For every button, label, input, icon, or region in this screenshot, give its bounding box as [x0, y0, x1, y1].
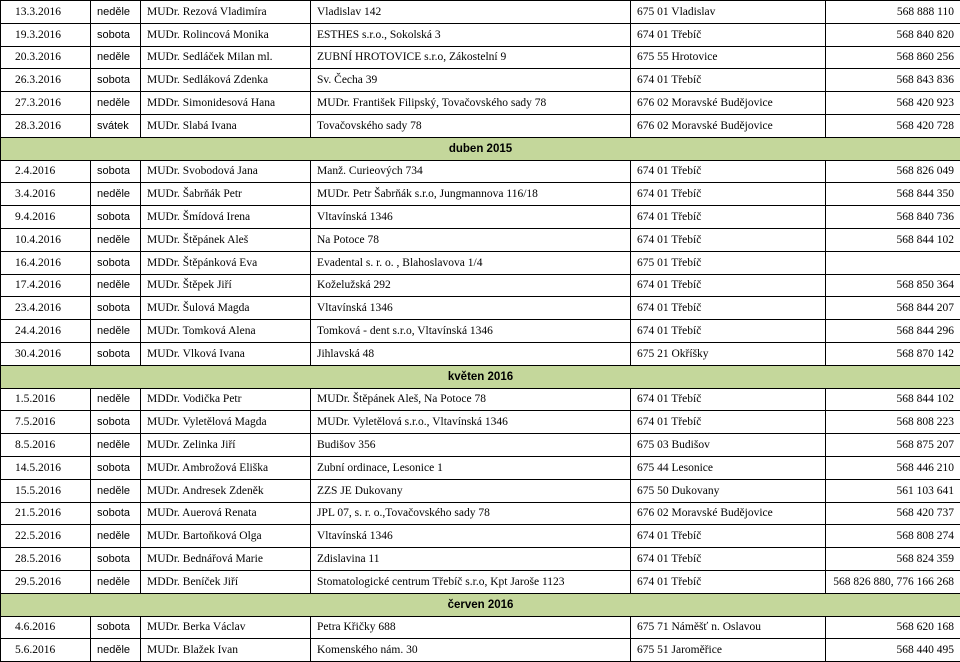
dentist-cell: MUDr. Andresek Zdeněk — [141, 479, 311, 502]
city-cell: 675 44 Lesonice — [631, 456, 826, 479]
address-cell: ZUBNÍ HROTOVICE s.r.o, Zákostelní 9 — [311, 46, 631, 69]
table-row — [1, 388, 960, 411]
date-cell: 14.5.2016 — [1, 456, 91, 479]
dentist-cell: MUDr. Auerová Renata — [141, 502, 311, 525]
table-row — [1, 251, 960, 274]
phone-cell: 568 620 168 — [826, 616, 960, 639]
day-cell: sobota — [91, 411, 141, 434]
dentist-cell: MUDr. Šmídová Irena — [141, 206, 311, 229]
day-cell: sobota — [91, 297, 141, 320]
table-row — [1, 183, 960, 206]
day-cell: sobota — [91, 502, 141, 525]
phone-cell: 568 440 495 — [826, 639, 960, 662]
date-cell: 16.4.2016 — [1, 251, 91, 274]
city-cell: 675 51 Jaroměřice — [631, 639, 826, 662]
city-cell: 674 01 Třebíč — [631, 183, 826, 206]
phone-cell: 568 860 256 — [826, 46, 960, 69]
day-cell: neděle — [91, 1, 141, 24]
table-row — [1, 160, 960, 183]
phone-cell: 568 875 207 — [826, 434, 960, 457]
phone-cell: 568 808 223 — [826, 411, 960, 434]
phone-cell: 568 420 923 — [826, 92, 960, 115]
address-cell: Jihlavská 48 — [311, 342, 631, 365]
table-row — [1, 616, 960, 639]
city-cell: 674 01 Třebíč — [631, 23, 826, 46]
address-cell: Budišov 356 — [311, 434, 631, 457]
table-row — [1, 434, 960, 457]
dentist-cell: MUDr. Vlková Ivana — [141, 342, 311, 365]
dentist-cell: MUDr. Vyletělová Magda — [141, 411, 311, 434]
day-cell: neděle — [91, 434, 141, 457]
table-row — [1, 502, 960, 525]
address-cell: ZZS JE Dukovany — [311, 479, 631, 502]
city-cell: 674 01 Třebíč — [631, 548, 826, 571]
dentist-cell: MUDr. Ambrožová Eliška — [141, 456, 311, 479]
month-header: červen 2016 — [1, 593, 960, 616]
city-cell: 674 01 Třebíč — [631, 206, 826, 229]
dentist-cell: MUDr. Zelinka Jiří — [141, 434, 311, 457]
table-row — [1, 297, 960, 320]
dentist-cell: MUDr. Sedláková Zdenka — [141, 69, 311, 92]
day-cell: neděle — [91, 46, 141, 69]
date-cell: 4.6.2016 — [1, 616, 91, 639]
address-cell: Vladislav 142 — [311, 1, 631, 24]
city-cell: 674 01 Třebíč — [631, 320, 826, 343]
city-cell: 674 01 Třebíč — [631, 570, 826, 593]
table-row — [1, 46, 960, 69]
table-row — [1, 228, 960, 251]
day-cell: sobota — [91, 23, 141, 46]
date-cell: 5.6.2016 — [1, 639, 91, 662]
date-cell: 10.4.2016 — [1, 228, 91, 251]
city-cell: 674 01 Třebíč — [631, 525, 826, 548]
city-cell: 674 01 Třebíč — [631, 411, 826, 434]
city-cell: 674 01 Třebíč — [631, 160, 826, 183]
phone-cell — [826, 251, 960, 274]
day-cell: neděle — [91, 639, 141, 662]
city-cell: 675 21 Okříšky — [631, 342, 826, 365]
date-cell: 29.5.2016 — [1, 570, 91, 593]
address-cell: Petra Křičky 688 — [311, 616, 631, 639]
day-cell: neděle — [91, 274, 141, 297]
address-cell: ESTHES s.r.o., Sokolská 3 — [311, 23, 631, 46]
schedule-body — [1, 1, 960, 662]
table-row — [1, 1, 960, 24]
address-cell: Zdislavina 11 — [311, 548, 631, 571]
table-row — [1, 23, 960, 46]
dentist-cell: MUDr. Bednářová Marie — [141, 548, 311, 571]
date-cell: 28.3.2016 — [1, 114, 91, 137]
date-cell: 23.4.2016 — [1, 297, 91, 320]
city-cell: 675 01 Třebíč — [631, 251, 826, 274]
date-cell: 15.5.2016 — [1, 479, 91, 502]
day-cell: sobota — [91, 251, 141, 274]
address-cell: MUDr. Vyletělová s.r.o., Vltavínská 1346 — [311, 411, 631, 434]
month-header-row — [1, 365, 960, 388]
phone-cell: 568 420 737 — [826, 502, 960, 525]
dentist-cell: MUDr. Tomková Alena — [141, 320, 311, 343]
city-cell: 674 01 Třebíč — [631, 274, 826, 297]
table-row — [1, 274, 960, 297]
day-cell: neděle — [91, 479, 141, 502]
table-row — [1, 92, 960, 115]
dentist-cell: MDDr. Beníček Jiří — [141, 570, 311, 593]
address-cell: Vltavínská 1346 — [311, 525, 631, 548]
address-cell: MUDr. František Filipský, Tovačovského sady 78 — [311, 92, 631, 115]
day-cell: neděle — [91, 525, 141, 548]
dentist-cell: MUDr. Šulová Magda — [141, 297, 311, 320]
date-cell: 8.5.2016 — [1, 434, 91, 457]
month-header: duben 2015 — [1, 137, 960, 160]
dentist-cell: MDDr. Vodička Petr — [141, 388, 311, 411]
table-row — [1, 342, 960, 365]
address-cell: Zubní ordinace, Lesonice 1 — [311, 456, 631, 479]
date-cell: 1.5.2016 — [1, 388, 91, 411]
day-cell: svátek — [91, 114, 141, 137]
phone-cell: 568 843 836 — [826, 69, 960, 92]
phone-cell: 568 840 820 — [826, 23, 960, 46]
address-cell: Tovačovského sady 78 — [311, 114, 631, 137]
date-cell: 27.3.2016 — [1, 92, 91, 115]
dentist-cell: MUDr. Štěpánek Aleš — [141, 228, 311, 251]
day-cell: sobota — [91, 548, 141, 571]
dentist-cell: MUDr. Sedláček Milan ml. — [141, 46, 311, 69]
date-cell: 13.3.2016 — [1, 1, 91, 24]
day-cell: sobota — [91, 206, 141, 229]
day-cell: neděle — [91, 388, 141, 411]
city-cell: 675 03 Budišov — [631, 434, 826, 457]
table-row — [1, 114, 960, 137]
table-row — [1, 206, 960, 229]
dentist-cell: MUDr. Bartoňková Olga — [141, 525, 311, 548]
city-cell: 674 01 Třebíč — [631, 297, 826, 320]
city-cell: 675 50 Dukovany — [631, 479, 826, 502]
table-row — [1, 525, 960, 548]
month-header-row — [1, 593, 960, 616]
date-cell: 17.4.2016 — [1, 274, 91, 297]
dentist-cell: MUDr. Berka Václav — [141, 616, 311, 639]
date-cell: 9.4.2016 — [1, 206, 91, 229]
dentist-cell: MUDr. Svobodová Jana — [141, 160, 311, 183]
date-cell: 28.5.2016 — [1, 548, 91, 571]
date-cell: 26.3.2016 — [1, 69, 91, 92]
phone-cell: 568 844 296 — [826, 320, 960, 343]
address-cell: Komenského nám. 30 — [311, 639, 631, 662]
address-cell: Vltavínská 1346 — [311, 297, 631, 320]
day-cell: neděle — [91, 570, 141, 593]
phone-cell: 568 826 880, 776 166 268 — [826, 570, 960, 593]
month-header-row — [1, 137, 960, 160]
phone-cell: 568 888 110 — [826, 1, 960, 24]
day-cell: sobota — [91, 69, 141, 92]
date-cell: 21.5.2016 — [1, 502, 91, 525]
address-cell: JPL 07, s. r. o.,Tovačovského sady 78 — [311, 502, 631, 525]
dentist-cell: MDDr. Štěpánková Eva — [141, 251, 311, 274]
phone-cell: 568 844 102 — [826, 388, 960, 411]
date-cell: 24.4.2016 — [1, 320, 91, 343]
table-row — [1, 570, 960, 593]
table-row — [1, 69, 960, 92]
day-cell: neděle — [91, 183, 141, 206]
dentist-cell: MUDr. Štěpek Jiří — [141, 274, 311, 297]
city-cell: 674 01 Třebíč — [631, 228, 826, 251]
dentist-cell: MUDr. Rezová Vladimíra — [141, 1, 311, 24]
phone-cell: 568 844 102 — [826, 228, 960, 251]
dentist-cell: MUDr. Rolincová Monika — [141, 23, 311, 46]
phone-cell: 568 840 736 — [826, 206, 960, 229]
day-cell: neděle — [91, 320, 141, 343]
date-cell: 3.4.2016 — [1, 183, 91, 206]
day-cell: sobota — [91, 456, 141, 479]
table-row — [1, 479, 960, 502]
phone-cell: 568 844 207 — [826, 297, 960, 320]
address-cell: Tomková - dent s.r.o, Vltavínská 1346 — [311, 320, 631, 343]
phone-cell: 568 824 359 — [826, 548, 960, 571]
phone-cell: 568 844 350 — [826, 183, 960, 206]
table-row — [1, 320, 960, 343]
city-cell: 674 01 Třebíč — [631, 69, 826, 92]
city-cell: 675 55 Hrotovice — [631, 46, 826, 69]
table-row — [1, 411, 960, 434]
city-cell: 675 71 Náměšť n. Oslavou — [631, 616, 826, 639]
table-row — [1, 456, 960, 479]
phone-cell: 568 826 049 — [826, 160, 960, 183]
date-cell: 7.5.2016 — [1, 411, 91, 434]
dentist-cell: MUDr. Slabá Ivana — [141, 114, 311, 137]
day-cell: neděle — [91, 228, 141, 251]
dentist-cell: MUDr. Šabrňák Petr — [141, 183, 311, 206]
address-cell: Na Potoce 78 — [311, 228, 631, 251]
dentist-cell: MDDr. Simonidesová Hana — [141, 92, 311, 115]
month-header: květen 2016 — [1, 365, 960, 388]
address-cell: Sv. Čecha 39 — [311, 69, 631, 92]
phone-cell: 561 103 641 — [826, 479, 960, 502]
phone-cell: 568 870 142 — [826, 342, 960, 365]
day-cell: neděle — [91, 92, 141, 115]
address-cell: Stomatologické centrum Třebíč s.r.o, Kpt Jaroše 1123 — [311, 570, 631, 593]
city-cell: 676 02 Moravské Budějovice — [631, 502, 826, 525]
city-cell: 676 02 Moravské Budějovice — [631, 114, 826, 137]
address-cell: Vltavínská 1346 — [311, 206, 631, 229]
date-cell: 20.3.2016 — [1, 46, 91, 69]
address-cell: Koželužská 292 — [311, 274, 631, 297]
date-cell: 30.4.2016 — [1, 342, 91, 365]
day-cell: sobota — [91, 342, 141, 365]
phone-cell: 568 446 210 — [826, 456, 960, 479]
city-cell: 675 01 Vladislav — [631, 1, 826, 24]
day-cell: sobota — [91, 616, 141, 639]
table-row — [1, 639, 960, 662]
phone-cell: 568 850 364 — [826, 274, 960, 297]
table-row — [1, 548, 960, 571]
date-cell: 2.4.2016 — [1, 160, 91, 183]
date-cell: 22.5.2016 — [1, 525, 91, 548]
dentist-cell: MUDr. Blažek Ivan — [141, 639, 311, 662]
city-cell: 674 01 Třebíč — [631, 388, 826, 411]
city-cell: 676 02 Moravské Budějovice — [631, 92, 826, 115]
address-cell: MUDr. Petr Šabrňák s.r.o, Jungmannova 116/18 — [311, 183, 631, 206]
address-cell: Manž. Curieových 734 — [311, 160, 631, 183]
phone-cell: 568 808 274 — [826, 525, 960, 548]
day-cell: sobota — [91, 160, 141, 183]
date-cell: 19.3.2016 — [1, 23, 91, 46]
address-cell: Evadental s. r. o. , Blahoslavova 1/4 — [311, 251, 631, 274]
address-cell: MUDr. Štěpánek Aleš, Na Potoce 78 — [311, 388, 631, 411]
phone-cell: 568 420 728 — [826, 114, 960, 137]
